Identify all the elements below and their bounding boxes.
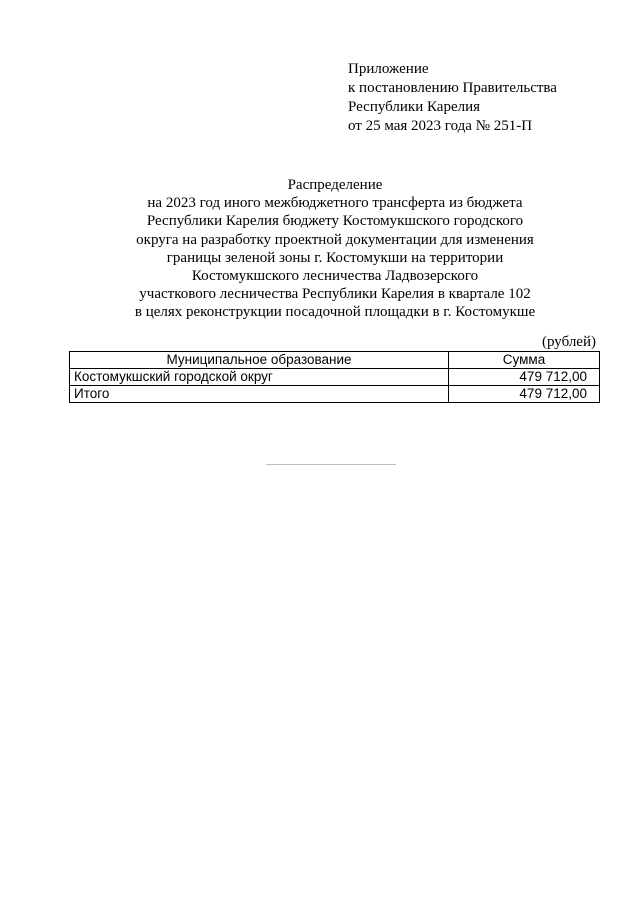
title-line: на 2023 год иного межбюджетного трансферта из бюджета — [147, 195, 523, 212]
row-municipality-name: Костомукшский городской округ — [70, 369, 449, 386]
column-header-municipality: Муниципальное образование — [70, 352, 449, 369]
table-header-row — [70, 352, 600, 369]
appendix-block — [348, 60, 557, 136]
units-label: (рублей) — [541, 334, 596, 350]
appendix-line: к постановлению Правительства — [348, 80, 557, 96]
title-line: участкового лесничества Республики Карелия в квартале 102 — [139, 286, 531, 303]
title-line: в целях реконструкции посадочной площадки в г. Костомукше — [134, 304, 536, 321]
distribution-table — [69, 351, 600, 403]
table-row-total — [70, 386, 600, 403]
title-line: Республики Карелия бюджету Костомукшского городского — [146, 213, 524, 230]
title-heading: Распределение — [287, 177, 383, 193]
row-sum-value: 479 712,00 — [449, 369, 600, 386]
appendix-line: Республики Карелия — [348, 99, 481, 115]
title-line: Костомукшского лесничества Ладвозерского — [191, 268, 479, 285]
appendix-line: от 25 мая 2023 года № 251-П — [348, 118, 533, 134]
total-sum-value: 479 712,00 — [449, 386, 600, 403]
column-header-sum: Сумма — [449, 352, 600, 369]
document-title — [100, 176, 570, 322]
title-line: округа на разработку проектной документации для изменения — [136, 231, 534, 248]
title-line: границы зеленой зоны г. Костомукши на территории — [166, 249, 504, 266]
end-divider — [266, 464, 396, 465]
total-label: Итого — [70, 386, 449, 403]
table-row — [70, 369, 600, 386]
appendix-line: Приложение — [348, 61, 429, 77]
